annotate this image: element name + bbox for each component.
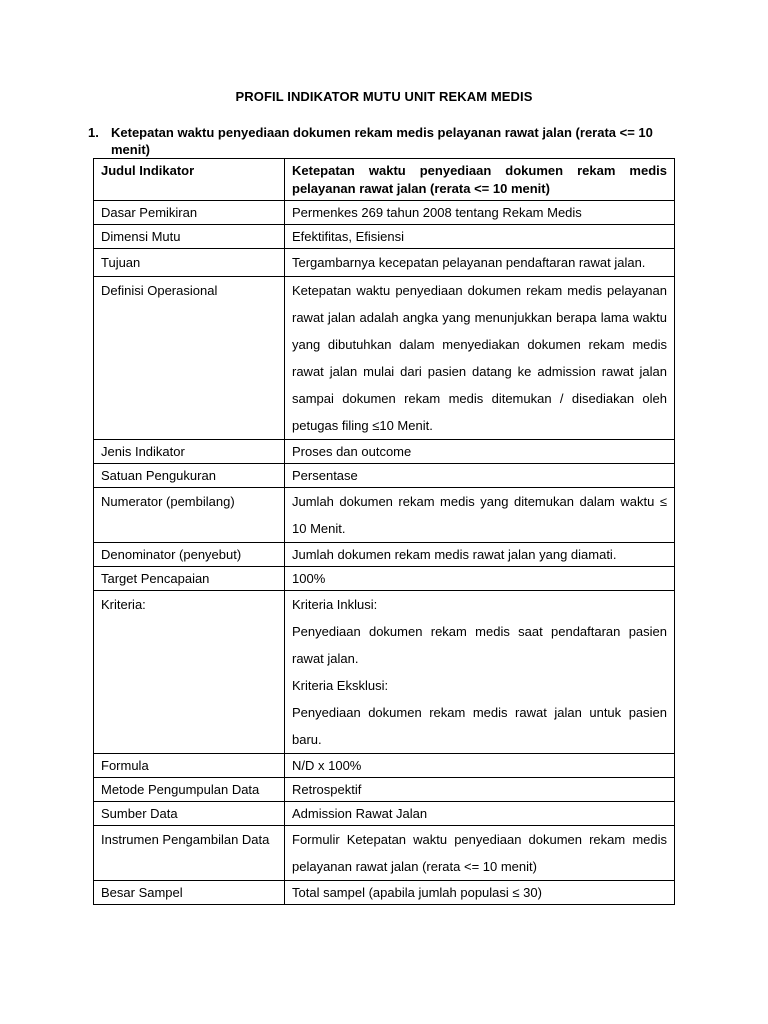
row-label-formula: Formula (94, 754, 285, 778)
row-value-target-pencapaian: 100% (285, 567, 675, 591)
row-value-sumber-data: Admission Rawat Jalan (285, 802, 675, 826)
row-value-dasar-pemikiran: Permenkes 269 tahun 2008 tentang Rekam Medis (285, 201, 675, 225)
row-value-instrumen-pengambilan-data: Formulir Ketepatan waktu penyediaan dokumen rekam medis pelayanan rawat jalan (rerata <= 10 menit) (285, 826, 675, 881)
kriteria-inklusi-text: Penyediaan dokumen rekam medis saat pendaftaran pasien rawat jalan. (292, 624, 667, 666)
section-heading (88, 124, 678, 158)
table-row (94, 488, 675, 543)
row-value-judul-indikator: Ketepatan waktu penyediaan dokumen rekam medis pelayanan rawat jalan (rerata <= 10 menit) (285, 159, 675, 201)
section-heading-text: Ketepatan waktu penyediaan dokumen rekam medis pelayanan rawat jalan (rerata <= 10 menit) (111, 125, 653, 157)
row-value-denominator: Jumlah dokumen rekam medis rawat jalan yang diamati. (285, 543, 675, 567)
table-row (94, 567, 675, 591)
row-value-dimensi-mutu: Efektifitas, Efisiensi (285, 225, 675, 249)
table-row (94, 826, 675, 881)
row-label-sumber-data: Sumber Data (94, 802, 285, 826)
table-row (94, 225, 675, 249)
row-label-judul-indikator: Judul Indikator (94, 159, 285, 201)
row-label-denominator: Denominator (penyebut) (94, 543, 285, 567)
kriteria-inklusi-title: Kriteria Inklusi: (292, 597, 378, 612)
table-row (94, 464, 675, 488)
row-label-metode-pengumpulan-data: Metode Pengumpulan Data (94, 778, 285, 802)
table-row (94, 543, 675, 567)
row-label-dasar-pemikiran: Dasar Pemikiran (94, 201, 285, 225)
table-row (94, 201, 675, 225)
table-row (94, 440, 675, 464)
row-value-satuan-pengukuran: Persentase (285, 464, 675, 488)
indicator-profile-table (93, 158, 675, 905)
row-value-definisi-operasional: Ketepatan waktu penyediaan dokumen rekam medis pelayanan rawat jalan adalah angka yang menunjukkan berapa lama waktu yang dibutuhkan dalam menyediakan dokumen rekam medis rawat jalan mulai dari pasien datang ke admission rawat jalan sampai dokumen rekam medis ditemukan / disediakan oleh petugas filing ≤10 Menit. (285, 277, 675, 440)
row-value-numerator: Jumlah dokumen rekam medis yang ditemukan dalam waktu ≤ 10 Menit. (285, 488, 675, 543)
table-row (94, 802, 675, 826)
row-value-kriteria (285, 591, 675, 754)
row-label-dimensi-mutu: Dimensi Mutu (94, 225, 285, 249)
row-label-satuan-pengukuran: Satuan Pengukuran (94, 464, 285, 488)
page-title: PROFIL INDIKATOR MUTU UNIT REKAM MEDIS (235, 89, 533, 104)
table-row (94, 754, 675, 778)
row-label-tujuan: Tujuan (94, 249, 285, 277)
table-row (94, 881, 675, 905)
row-label-instrumen-pengambilan-data: Instrumen Pengambilan Data (94, 826, 285, 881)
row-label-numerator: Numerator (pembilang) (94, 488, 285, 543)
table-row (94, 249, 675, 277)
row-label-jenis-indikator: Jenis Indikator (94, 440, 285, 464)
table-row (94, 277, 675, 440)
row-label-besar-sampel: Besar Sampel (94, 881, 285, 905)
row-value-tujuan: Tergambarnya kecepatan pelayanan pendaftaran rawat jalan. (285, 249, 675, 277)
row-label-definisi-operasional: Definisi Operasional (94, 277, 285, 440)
row-value-metode-pengumpulan-data: Retrospektif (285, 778, 675, 802)
kriteria-eksklusi-title: Kriteria Eksklusi: (292, 678, 389, 693)
row-label-kriteria: Kriteria: (94, 591, 285, 754)
row-value-besar-sampel: Total sampel (apabila jumlah populasi ≤ 30) (285, 881, 675, 905)
section-number: 1. (88, 125, 99, 140)
row-value-jenis-indikator: Proses dan outcome (285, 440, 675, 464)
table-row (94, 159, 675, 201)
table-row (94, 778, 675, 802)
row-value-formula: N/D x 100% (285, 754, 675, 778)
table-row (94, 591, 675, 754)
kriteria-eksklusi-text: Penyediaan dokumen rekam medis rawat jalan untuk pasien baru. (292, 705, 667, 747)
row-label-target-pencapaian: Target Pencapaian (94, 567, 285, 591)
